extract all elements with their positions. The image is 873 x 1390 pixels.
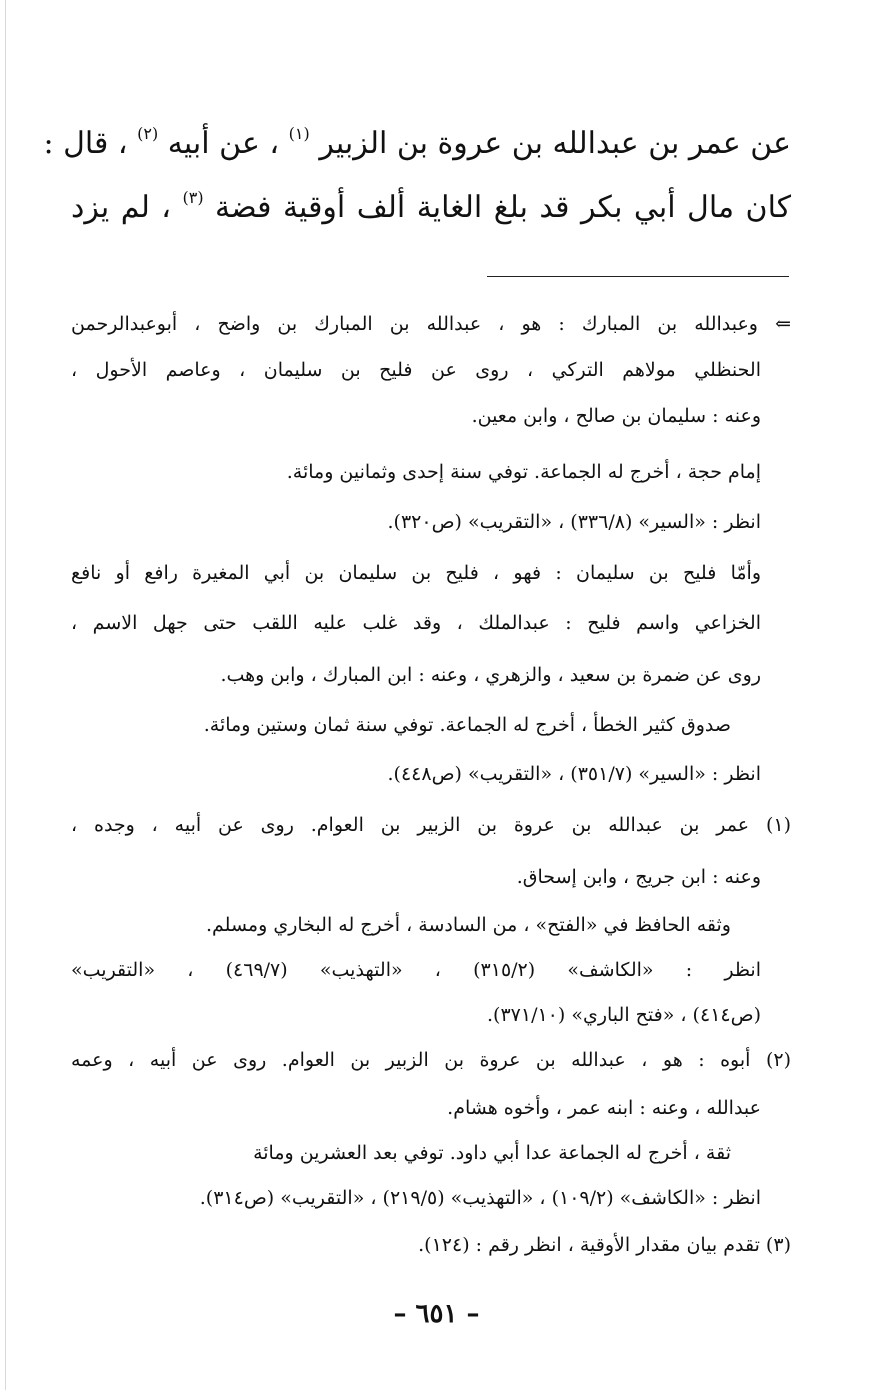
- footnote-line: وأمّا فليح بن سليمان : فهو ، فليح بن سليمان بن أبي المغيرة رافع أو نافع: [71, 562, 761, 584]
- footnote-3-line: (٣) تقدم بيان مقدار الأوقية ، انظر رقم : (١٢٤).: [418, 1234, 791, 1256]
- footnote-line: إمام حجة ، أخرج له الجماعة. توفي سنة إحدى وثمانين ومائة.: [286, 461, 761, 483]
- main-text-line-1: [43, 114, 791, 164]
- footnote-separator: [487, 276, 789, 277]
- footnote-ref-1[interactable]: (١): [288, 124, 310, 143]
- footnote-line: روى عن ضمرة بن سعيد ، والزهري ، وعنه : ابن المبارك ، وابن وهب.: [220, 664, 761, 686]
- footnote-2-line: ثقة ، أخرج له الجماعة عدا أبي داود. توفي بعد العشرين ومائة: [253, 1142, 731, 1164]
- page-edge: [5, 0, 6, 1390]
- main-text-segment: كان مال أبي بكر قد بلغ الغاية ألف أوقية فضة: [215, 190, 791, 225]
- footnote-1-line: (ص٤١٤) ، «فتح الباري» (٣٧١/١٠).: [487, 1004, 761, 1026]
- footnote-ref-2[interactable]: (٢): [137, 124, 159, 143]
- footnote-line: انظر : «السير» (٣٣٦/٨) ، «التقريب» (ص٣٢٠).: [387, 511, 761, 533]
- main-text-segment: عن عمر بن عبدالله بن عروة بن الزبير: [319, 126, 791, 161]
- page-number: – ٦٥١ –: [393, 1299, 480, 1329]
- footnote-ref-3[interactable]: (٣): [182, 188, 204, 207]
- footnote-2-line: (٢) أبوه : هو ، عبدالله بن عروة بن الزبير بن العوام. روى عن أبيه ، وعمه: [71, 1049, 791, 1071]
- footnote-2-line: انظر : «الكاشف» (١٠٩/٢) ، «التهذيب» (٢١٩/٥) ، «التقريب» (ص٣١٤).: [199, 1187, 761, 1209]
- footnote-1-line: انظر : «الكاشف» (٣١٥/٢) ، «التهذيب» (٤٦٩/٧) ، «التقريب»: [71, 959, 761, 981]
- main-text-line-2: [71, 178, 791, 228]
- footnote-line: الحنظلي مولاهم التركي ، روى عن فليح بن سليمان ، وعاصم الأحول ،: [71, 359, 761, 381]
- footnote-line: الخزاعي واسم فليح : عبدالملك ، وقد غلب عليه اللقب حتى جهل الاسم ،: [71, 612, 761, 634]
- footnote-2-line: عبدالله ، وعنه : ابنه عمر ، وأخوه هشام.: [447, 1097, 761, 1119]
- footnote-line: وعنه : سليمان بن صالح ، وابن معين.: [471, 405, 761, 427]
- footnote-line: انظر : «السير» (٣٥١/٧) ، «التقريب» (ص٤٤٨).: [387, 763, 761, 785]
- footnote-line: صدوق كثير الخطأ ، أخرج له الجماعة. توفي سنة ثمان وستين ومائة.: [203, 714, 731, 736]
- footnote-1-line: (١) عمر بن عبدالله بن عروة بن الزبير بن العوام. روى عن أبيه ، وجده ،: [71, 814, 791, 836]
- footnote-line: ⇐ وعبدالله بن المبارك : هو ، عبدالله بن المبارك بن واضح ، أبوعبدالرحمن: [71, 313, 791, 335]
- main-text-segment: ، قال :: [43, 126, 128, 161]
- footnote-1-line: وثقه الحافظ في «الفتح» ، من السادسة ، أخرج له البخاري ومسلم.: [206, 914, 731, 936]
- main-text-segment: ، عن أبيه: [167, 126, 280, 161]
- main-text-segment: ، لم يزد: [71, 190, 171, 225]
- footnote-1-line: وعنه : ابن جريج ، وابن إسحاق.: [516, 866, 761, 888]
